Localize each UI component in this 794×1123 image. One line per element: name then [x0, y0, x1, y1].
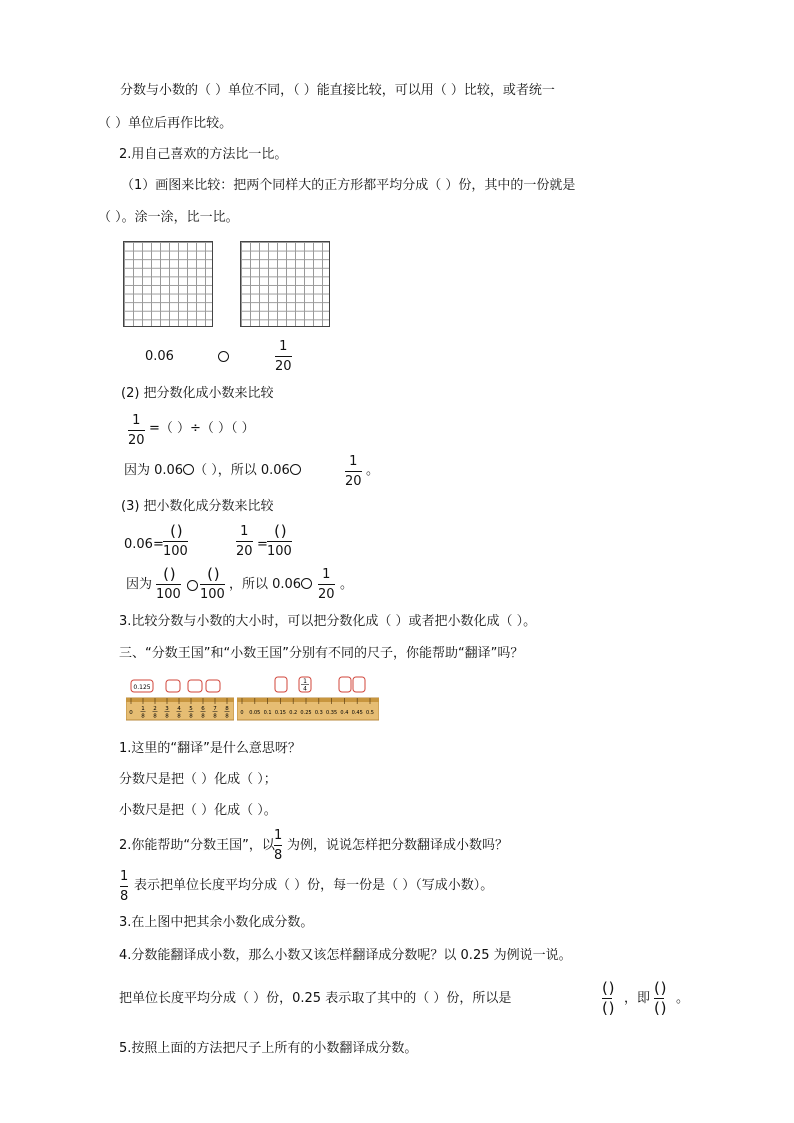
sub-question-4: 4.分数能翻译成小数，那么小数又该怎样翻译成分数呢？以 0.25 为例说一说。	[119, 948, 572, 963]
ruler-tick-label: 8	[213, 713, 217, 720]
compare-circle[interactable]	[218, 351, 229, 362]
fraction-1-8: 1 8	[120, 869, 129, 904]
because-text: 因为 0.06 （ ），所以 0.06	[124, 462, 301, 480]
ruler-tick-label: 7	[213, 706, 217, 712]
ruler-tick-label: 0.35	[326, 710, 338, 716]
fraction-ruler-answer: 分数尺是把（ ）化成（ ）；	[119, 772, 277, 787]
fraction-blank-100[interactable]: ( ) 100	[267, 522, 292, 559]
ruler-tick-label: 0.1	[263, 710, 272, 716]
ruler-tick-label: 0.15	[274, 710, 286, 716]
ruler-tick-label: 1	[141, 706, 145, 712]
fraction-blank-100[interactable]: ( ) 100	[156, 565, 181, 602]
fraction-blank-100[interactable]: ( ) 100	[163, 522, 188, 559]
ruler-tick-label: 8	[165, 713, 169, 720]
ruler-edge	[126, 698, 234, 702]
fraction-blank-100[interactable]: ( ) 100	[200, 565, 225, 602]
question-2-3: (3) 把小数化成分数来比较	[121, 499, 274, 514]
question-2-title: 2.用自己喜欢的方法比一比。	[119, 147, 288, 162]
ruler-tick-label: 8	[177, 713, 181, 720]
fraction-1-20: 1 20	[345, 454, 362, 489]
ruler-tag-label: 0.125	[133, 684, 151, 691]
sub-question-4-answer: 把单位长度平均分成（ ）份，0.25 表示取了其中的（ ）份，所以是	[119, 991, 512, 1006]
ruler-tag-den: 4	[303, 685, 307, 693]
fraction-1-20: 1 20	[236, 524, 253, 559]
ruler-tick-label: 0.3	[314, 710, 323, 716]
ruler-tick-label: 8	[141, 713, 145, 720]
compare-circle[interactable]	[301, 578, 312, 589]
question-2-1: （1）画图来比较：把两个同样大的正方形都平均分成（ ）份，其中的一份就是	[121, 178, 576, 193]
ruler-tick-label: 0.2	[289, 710, 298, 716]
compare-circle[interactable]	[183, 464, 194, 475]
ruler-tag[interactable]	[206, 680, 220, 692]
because-label: 因为	[126, 577, 153, 592]
decimal-eq: 0.06=	[124, 537, 164, 552]
ruler-tick-label: 0.5	[366, 710, 374, 716]
sub-question-1: 1.这里的“翻译”是什么意思呀？	[119, 741, 301, 756]
compare-circle[interactable]	[290, 464, 301, 475]
question-2-1-cont: （ ）。涂一涂，比一比。	[98, 210, 239, 225]
ruler-tag[interactable]	[339, 677, 351, 692]
question-2-2: (2) 把分数化成小数来比较	[121, 386, 274, 401]
ruler-tick-label: 0.45	[351, 710, 363, 716]
ruler-tick-label: 0.4	[340, 710, 349, 716]
text-line-1: 分数与小数的（ ）单位不同，（ ）能直接比较，可以用（ ）比较，或者统一	[120, 83, 555, 98]
ruler-tag[interactable]	[275, 677, 287, 692]
ruler-tick-label: 6	[201, 706, 205, 712]
period: 。	[340, 577, 354, 592]
division-blanks: =（ ）÷（ ）（ ）	[149, 421, 255, 436]
i-e-text: ，即	[624, 991, 651, 1006]
ruler-tick-label: 0.25	[300, 710, 312, 716]
ruler-tick-label: 5	[189, 706, 193, 712]
ruler-tick-label: 0	[240, 710, 244, 716]
fraction-blank[interactable]: ( ) ( )	[654, 979, 665, 1017]
sub-question-3: 3.在上图中把其余小数化成分数。	[119, 915, 314, 930]
decimal-ruler-answer: 小数尺是把（ ）化成（ ）。	[119, 803, 277, 818]
ruler-tick-label: 8	[225, 713, 229, 720]
fraction-1-20: 1 20	[275, 339, 292, 374]
grid-square-left[interactable]	[123, 241, 213, 327]
ruler-tick-label: 8	[153, 713, 157, 720]
question-3: 3.比较分数与小数的大小时，可以把分数化成（ ）或者把小数化成（ ）。	[119, 614, 537, 629]
sub-question-5: 5.按照上面的方法把尺子上所有的小数翻译成分数。	[119, 1041, 418, 1056]
section-3-title: 三、“分数王国”和“小数王国”分别有不同的尺子，你能帮助“翻译”吗？	[119, 646, 524, 661]
fraction-ruler	[126, 676, 234, 722]
sub-question-2-answer: 表示把单位长度平均分成（ ）份，每一份是（ ）（写成小数）。	[134, 878, 494, 893]
ruler-tick-label: 4	[177, 706, 181, 712]
equals: =	[257, 537, 268, 552]
ruler-tick-label: 8	[201, 713, 205, 720]
period: 。	[366, 463, 380, 478]
ruler-tick-label: 2	[153, 706, 157, 712]
text-line-2: （ ）单位后再作比较。	[98, 116, 233, 131]
sub-question-2: 2.你能帮助“分数王国”，以	[119, 838, 275, 853]
compare-decimal: 0.06	[145, 349, 174, 364]
ruler-tick-label: 8	[225, 706, 229, 712]
ruler-tag-num: 1	[303, 678, 307, 685]
period: 。	[676, 991, 690, 1006]
ruler-tick-label: 3	[165, 706, 169, 712]
ruler-tick-label: 8	[189, 713, 193, 720]
fraction-1-20: 1 20	[128, 413, 145, 448]
sub-question-2-cont: 为例，说说怎样把分数翻译成小数吗？	[287, 838, 509, 853]
ruler-tick-label: 0	[129, 710, 133, 716]
ruler-tick-label: 0.05	[249, 710, 261, 716]
ruler-tag[interactable]	[188, 680, 202, 692]
grid-square-right[interactable]	[240, 241, 330, 327]
fraction-blank[interactable]: ( ) ( )	[602, 979, 613, 1017]
compare-circle[interactable]	[187, 580, 198, 591]
fraction-1-20: 1 20	[318, 567, 335, 602]
decimal-ruler	[237, 676, 379, 722]
ruler-tag[interactable]	[166, 680, 180, 692]
ruler-edge	[237, 698, 379, 702]
so-text: ，所以 0.06	[229, 576, 312, 594]
fraction-1-8: 1 8	[274, 828, 283, 863]
ruler-tag[interactable]	[353, 677, 365, 692]
